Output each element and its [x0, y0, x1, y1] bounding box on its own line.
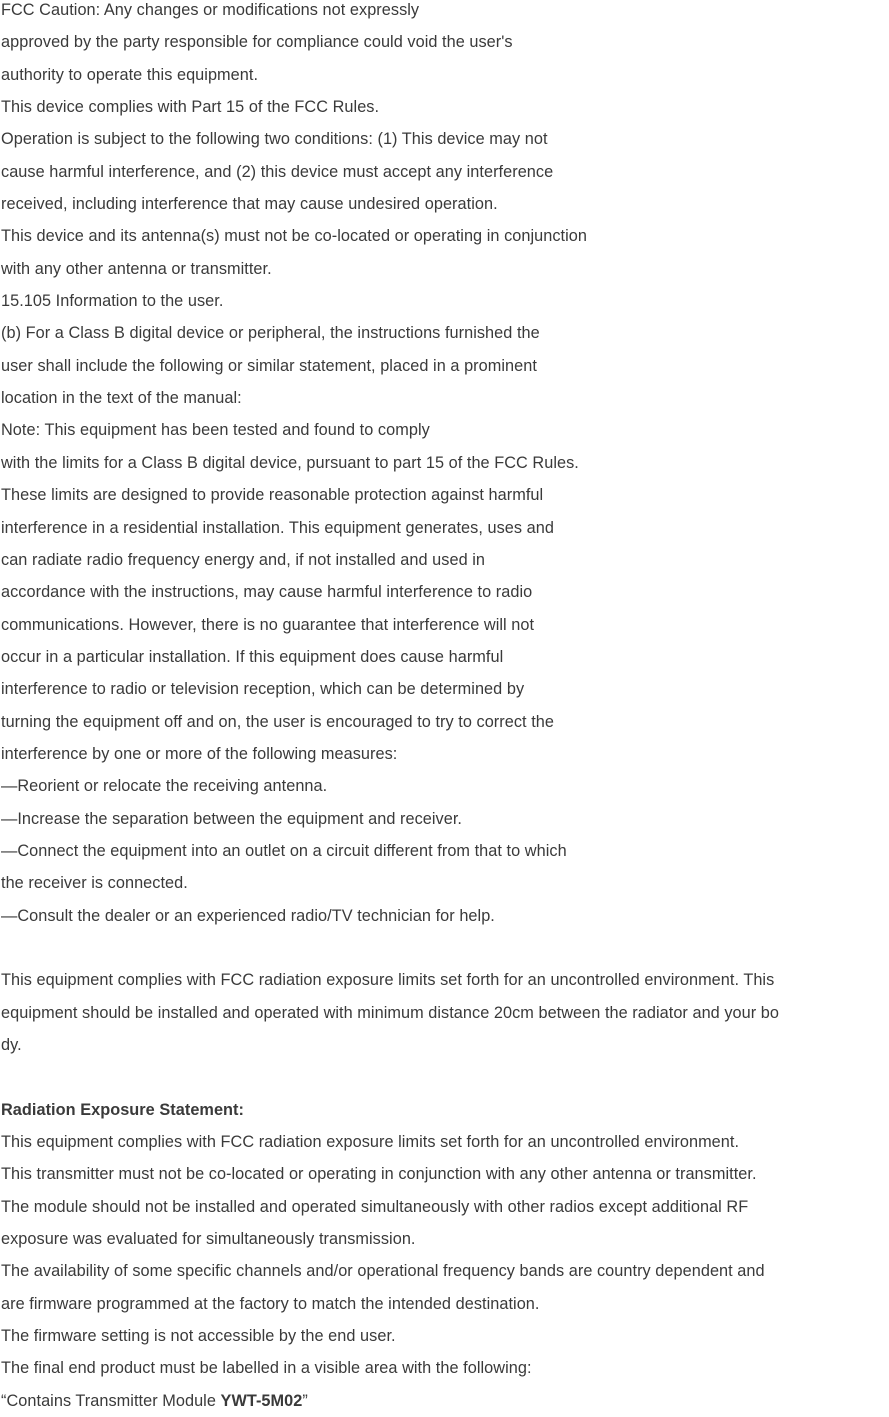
text-line: These limits are designed to provide reasonable protection against harmful — [1, 486, 544, 505]
measure-item: —Increase the separation between the equipment and receiver. — [1, 809, 462, 828]
document-page — [1, 0, 889, 1417]
label-prefix: “Contains Transmitter Module — [1, 1391, 221, 1410]
text-line: This transmitter must not be co-located or operating in conjunction with any other antenna or transmitter. — [1, 1165, 757, 1184]
text-line: location in the text of the manual: — [1, 389, 242, 408]
text-line: accordance with the instructions, may cause harmful interference to radio — [1, 583, 533, 602]
text-line: The firmware setting is not accessible by the end user. — [1, 1327, 396, 1346]
text-line: are firmware programmed at the factory to match the intended destination. — [1, 1294, 540, 1313]
text-line: FCC Caution: Any changes or modifications not expressly — [1, 1, 420, 19]
measure-item: —Connect the equipment into an outlet on a circuit different from that to which — [1, 841, 567, 860]
text-line: can radiate radio frequency energy and, if not installed and used in — [1, 550, 486, 569]
text-line: (b) For a Class B digital device or peripheral, the instructions furnished the — [1, 324, 540, 343]
text-line: interference in a residential installation. This equipment generates, uses and — [1, 518, 554, 537]
text-line: This device complies with Part 15 of the FCC Rules. — [1, 98, 380, 117]
text-line: exposure was evaluated for simultaneously transmission. — [1, 1230, 416, 1249]
text-line: This device and its antenna(s) must not be co-located or operating in conjunction — [1, 227, 587, 246]
text-line: communications. However, there is no guarantee that interference will not — [1, 615, 535, 634]
text-line: The final end product must be labelled in a visible area with the following: — [1, 1359, 532, 1378]
text-line: interference to radio or television reception, which can be determined by — [1, 680, 525, 699]
spacer — [1, 1061, 889, 1093]
text-line: received, including interference that may cause undesired operation. — [1, 195, 498, 214]
section-heading: Radiation Exposure Statement: — [1, 1100, 244, 1119]
fcc-notice-section — [1, 0, 889, 932]
text-line: with the limits for a Class B digital device, pursuant to part 15 of the FCC Rules. — [1, 453, 579, 472]
text-line: This equipment complies with FCC radiation exposure limits set forth for an uncontrolled environment. This — [1, 971, 775, 990]
text-line: Note: This equipment has been tested and found to comply — [1, 421, 430, 440]
text-line: interference by one or more of the following measures: — [1, 744, 398, 763]
text-line: 15.105 Information to the user. — [1, 292, 224, 311]
text-line: cause harmful interference, and (2) this device must accept any interference — [1, 162, 554, 181]
text-line: dy. — [1, 1036, 22, 1054]
text-line: turning the equipment off and on, the user is encouraged to try to correct the — [1, 712, 554, 731]
measure-item: —Consult the dealer or an experienced radio/TV technician for help. — [1, 906, 495, 925]
module-label-line — [1, 1385, 889, 1417]
label-suffix: ” — [302, 1391, 308, 1410]
measure-item: —Reorient or relocate the receiving antenna. — [1, 777, 328, 796]
text-line: approved by the party responsible for compliance could void the user's — [1, 33, 513, 52]
text-line: the receiver is connected. — [1, 874, 188, 893]
text-line: The module should not be installed and operated simultaneously with other radios except additional RF — [1, 1197, 749, 1216]
text-line: This equipment complies with FCC radiation exposure limits set forth for an uncontrolled environment. — [1, 1133, 740, 1152]
text-line: with any other antenna or transmitter. — [1, 259, 272, 278]
text-line: authority to operate this equipment. — [1, 65, 259, 84]
radiation-statement-section — [1, 1094, 889, 1417]
text-line: user shall include the following or similar statement, placed in a prominent — [1, 356, 537, 375]
text-line: occur in a particular installation. If this equipment does cause harmful — [1, 647, 504, 666]
text-line: The availability of some specific channels and/or operational frequency bands are country dependent and — [1, 1262, 765, 1281]
spacer — [1, 932, 889, 964]
text-line: equipment should be installed and operated with minimum distance 20cm between the radiator and your bo — [1, 1003, 780, 1022]
text-line: Operation is subject to the following two conditions: (1) This device may not — [1, 130, 548, 149]
module-id: YWT-5M02 — [220, 1391, 303, 1410]
exposure-limits-section — [1, 964, 889, 1061]
